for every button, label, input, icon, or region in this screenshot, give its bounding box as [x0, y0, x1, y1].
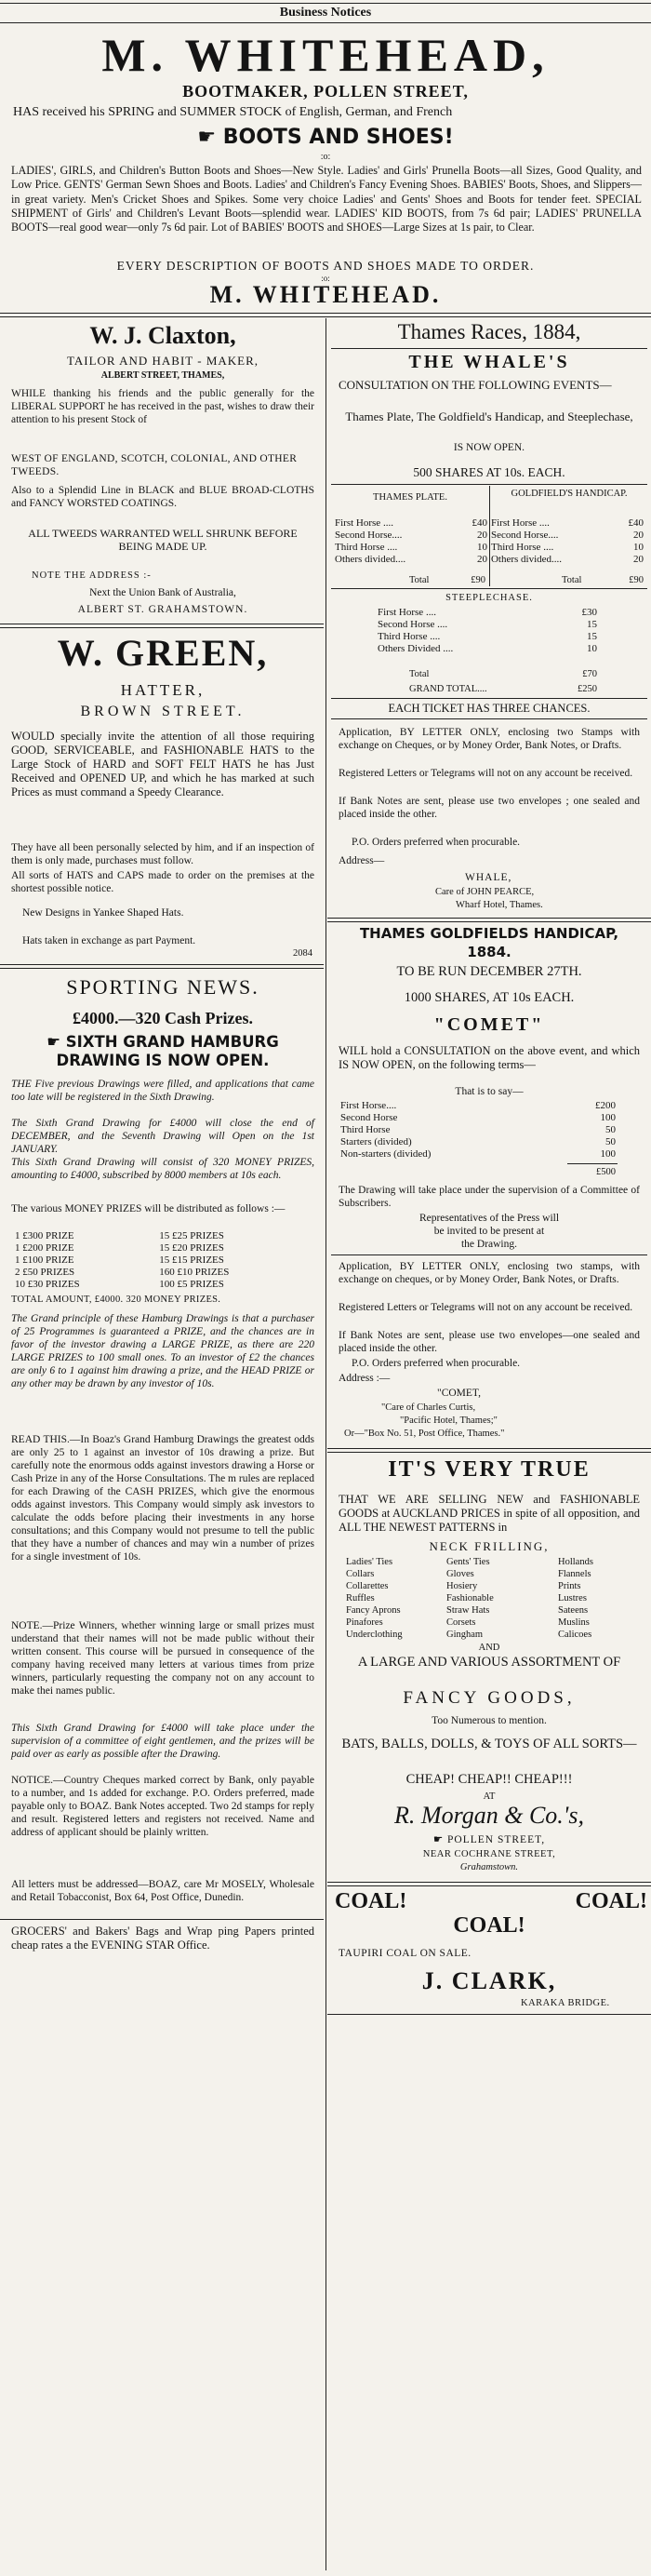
goods-item: Collars [346, 1569, 375, 1579]
hand-pointer-icon-2: ☛ [46, 1033, 66, 1051]
plate-place: First Horse .... [335, 517, 393, 529]
morgan-large: A LARGE AND VARIOUS ASSORTMENT OF [357, 1655, 621, 1670]
comet-po: P.O. Orders preferred when procurable. [352, 1358, 521, 1369]
whale-addr1: WHALE, [465, 872, 512, 883]
goods-item: Hosiery [446, 1581, 478, 1591]
races-end-rule [327, 918, 651, 922]
whitehead-name: M. WHITEHEAD, [101, 29, 550, 81]
ornament-divider: :o: [320, 152, 331, 162]
steeple-table [376, 607, 599, 655]
goods-item: Pinafores [346, 1617, 383, 1628]
claxton-stock: WEST OF ENGLAND, SCOTCH, COLONIAL, AND OTHER TWEEDS. [11, 453, 298, 477]
whale-table-body [333, 517, 645, 566]
plate-place: Second Horse.... [335, 530, 403, 541]
comet-shares: 1000 SHARES, AT 10s EACH. [404, 990, 575, 1005]
comet-addr1: "COMET, [437, 1388, 481, 1399]
comet-press1: Representatives of the Press will [418, 1213, 560, 1224]
header-rule [0, 22, 651, 23]
sporting-p10: All letters must be addressed—BOAZ, care Mr MOSELY, Wholesale and Retail Tobacconist, Box 64, Post Office, Dunedin. [11, 1879, 314, 1903]
plate-amount: £40 [472, 517, 487, 529]
plate-title: THAMES PLATE. [373, 492, 447, 503]
steeple-row [376, 607, 599, 619]
prize-right: 15 £15 PRIZES [159, 1254, 224, 1266]
whitehead-body: LADIES', GIRLS, and Children's Button Boots and Shoes—New Style. Ladies' and Girls' Prunella Boots—all Sizes, Good Quality, and Low Price. GENTS' German Sewn Shoes and Boots. Ladies' and Children's Fancy Evening Shoes. BABIES' Boots, Shoes, and Slippers—in great variety. Men's Cricket Shoes and Spikes. Some very choice Ladies' and Gents' Shoes and Boots for tender feet. SPECIAL SHIPMENT of Girls' and Children's Levant Boots—splendid wear. LADIES' KID BOOTS, from 7s 6d pair; LADIES' PRUNELLA BOOTS—real good wear—only 7s 6d pair. Lot of BABIES' BOOTS and SHOES—Large Sizes at 1s pair, to Clear. [11, 164, 642, 235]
comet-rule [331, 1254, 647, 1255]
section-rule [0, 313, 651, 317]
comet-amount: £200 [595, 1100, 616, 1111]
claxton-next: Next the Union Bank of Australia, [89, 587, 236, 598]
races-rule-3 [331, 588, 647, 589]
whitehead-intro: HAS received his SPRING and SUMMER STOCK of English, German, and French [13, 105, 453, 119]
whale-row [333, 542, 645, 554]
claxton-also: Also to a Splendid Line in BLACK and BLUE BROAD-CLOTHS and FANCY WORSTED COATINGS. [11, 485, 314, 509]
plate-total: £90 [471, 575, 485, 585]
sporting-p8: This Sixth Grand Drawing for £4000 will take place under the supervision of a committee of eight gentlemen, and the prizes will be paid over as early as possible after the Drawing. [11, 1723, 314, 1760]
sporting-p1: THE Five previous Drawings were filled, and applications that came too late will be registered in the Sixth Drawing. [11, 1079, 314, 1103]
handicap-place: Third Horse .... [490, 542, 554, 553]
grand-total: £250 [578, 684, 597, 694]
prize-row [13, 1242, 312, 1254]
steeple-amount: 15 [587, 619, 597, 630]
comet-addr2: "Care of Charles Curtis, [381, 1402, 476, 1413]
goods-item: Fashionable [446, 1593, 494, 1603]
claxton-warranted: ALL TWEEDS WARRANTED WELL SHRUNK BEFORE BEING MADE UP. [28, 527, 298, 553]
claxton-location: ALBERT ST. GRAHAMSTOWN. [77, 604, 248, 615]
morgan-cheap: CHEAP! CHEAP!! CHEAP!!! [405, 1772, 573, 1787]
whale-events: Thames Plate, The Goldfield's Handicap, and Steeplechase, [345, 409, 633, 423]
coal-sub: TAUPIRI COAL ON SALE. [339, 1948, 472, 1959]
steeple-table-body [376, 607, 599, 655]
goods-item: Muslins [558, 1617, 590, 1628]
plate-amount: 10 [476, 542, 487, 553]
comet-amount: 100 [600, 1148, 616, 1160]
morgan-col1 [346, 1556, 439, 1641]
plate-place: Others divided.... [335, 554, 406, 565]
morgan-title: IT'S VERY TRUE [388, 1457, 591, 1482]
whitehead-signature: M. WHITEHEAD. [209, 281, 442, 308]
top-rule [0, 3, 651, 4]
whale-po: P.O. Orders preferred when procurable. [352, 837, 521, 848]
green-number: 2084 [293, 948, 312, 959]
claxton-body: WHILE thanking his friends and the public generally for the LIBERAL SUPPORT he has received in the past, wishes to draw their attention to his present Stock of [11, 388, 314, 425]
comet-address-label: Address :— [339, 1373, 391, 1384]
comet-name: "COMET" [433, 1014, 545, 1035]
steeple-total-label: Total [409, 669, 430, 679]
morgan-fancy: FANCY GOODS, [403, 1688, 576, 1708]
comet-amount: 100 [600, 1112, 616, 1123]
morgan-addr2: NEAR COCHRANE STREET, [422, 1849, 556, 1859]
prize-left: 1 £100 PRIZE [15, 1254, 74, 1266]
races-title: Thames Races, 1884, [397, 320, 581, 343]
comet-amount: 50 [605, 1136, 616, 1147]
goods-item: Ruffles [346, 1593, 375, 1603]
green-trade: HATTER, [120, 681, 206, 699]
handicap-amount: 20 [633, 530, 644, 541]
goods-item: Calicoes [558, 1630, 592, 1640]
comet-addr4: Or—"Box No. 51, Post Office, Thames." [344, 1429, 505, 1439]
whale-chances: EACH TICKET HAS THREE CHANCES. [388, 702, 591, 715]
claxton-rule [0, 624, 324, 628]
whale-row [333, 517, 645, 530]
drawing-title-text: SIXTH GRAND HAMBURG DRAWING IS NOW OPEN. [56, 1033, 279, 1069]
coal-right: COAL! [575, 1889, 647, 1913]
steeple-place: Third Horse .... [378, 631, 441, 642]
sporting-rule [0, 1919, 324, 1920]
comet-body: WILL hold a CONSULTATION on the above event, and which IS NOW OPEN, on the following terms— [339, 1044, 640, 1071]
comet-that: That is to say— [455, 1086, 524, 1097]
comet-press3: the Drawing. [460, 1239, 518, 1250]
prize-right: 15 £20 PRIZES [159, 1242, 224, 1254]
hand-pointer-icon-3: ☛ [432, 1834, 448, 1845]
sporting-p3: This Sixth Grand Drawing will consist of 320 MONEY PRIZES, amounting to £4000, subscribed by 8000 members at 10s each. [11, 1157, 314, 1181]
steeple-place: First Horse .... [378, 607, 436, 618]
comet-run: TO BE RUN DECEMBER 27TH. [396, 964, 582, 979]
comet-place: Non-starters (divided) [340, 1148, 432, 1160]
prize-table [13, 1230, 312, 1291]
morgan-addr1 [331, 1833, 647, 1846]
goods-item: Gingham [446, 1630, 484, 1640]
sporting-p2: The Sixth Grand Drawing for £4000 will close the end of DECEMBER, and the Seventh Drawing will Open on the 1st JANUARY. [11, 1118, 314, 1155]
comet-registered: Registered Letters or Telegrams will not on any account be received. [339, 1302, 633, 1313]
green-street: BROWN STREET. [80, 704, 246, 719]
handicap-place: Others divided.... [490, 554, 563, 565]
sporting-prizes: £4000.—320 Cash Prizes. [73, 1009, 253, 1027]
green-p2: They have all been personally selected by him, and if an inspection of them is only made, purchases must follow. [11, 842, 314, 866]
morgan-neck: NECK FRILLING, [429, 1539, 550, 1553]
sporting-total: TOTAL AMOUNT, £4000. 320 MONEY PRIZES. [11, 1295, 221, 1305]
prize-right: 160 £10 PRIZES [159, 1267, 230, 1278]
handicap-total-label: Total [562, 575, 582, 585]
handicap-title: GOLDFIELD'S HANDICAP. [511, 489, 628, 499]
hand-pointer-icon: ☛ [197, 126, 223, 149]
prize-left: 2 £50 PRIZES [15, 1267, 75, 1278]
handicap-amount: £40 [628, 517, 644, 529]
races-rule-5 [331, 718, 647, 719]
coal-center: COAL! [453, 1913, 525, 1938]
goods-item: Prints [558, 1581, 581, 1591]
plate-place: Third Horse .... [335, 542, 398, 553]
comet-addr3: "Pacific Hotel, Thames;" [400, 1415, 498, 1426]
prize-left: 1 £300 PRIZE [15, 1230, 74, 1241]
comet-end-rule [327, 1448, 651, 1453]
whale-row [333, 530, 645, 542]
goods-item: Straw Hats [446, 1605, 490, 1616]
morgan-at: AT [483, 1791, 496, 1802]
goods-item: Ladies' Ties [346, 1557, 393, 1567]
claxton-address: ALBERT STREET, THAMES, [100, 370, 225, 381]
green-exchange: Hats taken in exchange as part Payment. [22, 935, 196, 946]
prize-right: 100 £5 PRIZES [159, 1279, 224, 1290]
claxton-trade: TAILOR AND HABIT - MAKER, [66, 354, 259, 368]
goods-item: Fancy Aprons [346, 1605, 401, 1616]
handicap-place: First Horse .... [490, 517, 550, 529]
whale-addr3: Wharf Hotel, Thames. [456, 900, 543, 910]
comet-title2: 1884. [467, 944, 512, 960]
races-rule-1 [331, 348, 647, 349]
morgan-col2 [446, 1556, 539, 1641]
green-rule [0, 964, 324, 969]
prize-right: 15 £25 PRIZES [159, 1230, 224, 1241]
morgan-end-rule [327, 1882, 651, 1886]
sporting-p4: The various MONEY PRIZES will be distributed as follows :— [11, 1203, 286, 1214]
whale-shares: 500 SHARES AT 10s. EACH. [413, 465, 565, 479]
steeple-place: Second Horse .... [378, 619, 448, 630]
steeple-place: Others Divided .... [378, 643, 454, 654]
comet-row [339, 1100, 618, 1112]
goods-item: Underclothing [346, 1630, 403, 1640]
whale-addr2: Care of JOHN PEARCE, [435, 887, 535, 897]
goods-item: Gents' Ties [446, 1557, 490, 1567]
comet-amount: 50 [605, 1124, 616, 1135]
handicap-amount: 10 [633, 542, 644, 553]
prize-table-body [13, 1230, 312, 1291]
steeple-amount: 10 [587, 643, 597, 654]
races-rule-2 [331, 484, 647, 485]
prize-row [13, 1279, 312, 1291]
coal-end-rule [327, 2014, 651, 2015]
goods-item: Lustres [558, 1593, 587, 1603]
comet-row [339, 1124, 618, 1136]
green-p3: All sorts of HATS and CAPS made to order on the premises at the shortest possible notice. [11, 870, 314, 894]
sporting-p5: The Grand principle of these Hamburg Drawings is that a purchaser of 25 Programmes is guaranteed a PRIZE, and the chances are in favor of the investor drawing a LARGE PRIZE, as there are 220 LARGE PRIZES to 100 small ones. To an investor of £2 the chances are only 6 to 1 against him drawing a prize, and the HEAD PRIZE or any other may be drawn by any investor of 10s. [11, 1313, 314, 1389]
whale-table [333, 517, 645, 566]
goods-item: Gloves [446, 1569, 474, 1579]
prize-left: 1 £200 PRIZE [15, 1242, 74, 1254]
steeple-row [376, 631, 599, 643]
whale-open: IS NOW OPEN. [453, 442, 525, 453]
prize-row [13, 1230, 312, 1242]
grocers-ad: GROCERS' and Bakers' Bags and Wrap ping Papers printed cheap rates a the EVENING STAR Office. [11, 1925, 314, 1952]
steeple-total: £70 [582, 669, 597, 679]
coal-left: COAL! [335, 1889, 407, 1913]
prize-row [13, 1267, 312, 1279]
sporting-p7: NOTE.—Prize Winners, whether winning large or small prizes must understand that their names will not be made public without their written consent. This course will be pursued in consequence of the company having received many letters at various times from prize winners, particularly requesting the company not on any account to make thei names public. [11, 1620, 314, 1697]
whale-application: Application, BY LETTER ONLY, enclosing two Stamps with exchange on Cheques, or by Money Order, Bank Notes, or Drafts. [339, 727, 640, 751]
sporting-p9: NOTICE.—Country Cheques marked correct by Bank, only payable to a number, and 1s added for exchange. P.O. Orders preferred, made payable only to BOAZ. Bank Notes accepted. Two 2d stamps for reply and result. Registered letters and registers not received. Name and address of applicant should be plainly written. [11, 1775, 314, 1838]
comet-row [339, 1148, 618, 1161]
coal-name: J. CLARK, [421, 1967, 557, 1994]
steeple-row [376, 643, 599, 655]
comet-banknotes: If Bank Notes are sent, please use two envelopes—one sealed and placed inside the other. [339, 1330, 640, 1354]
comet-total: £500 [596, 1167, 616, 1177]
comet-sum-rule [567, 1163, 618, 1164]
morgan-firm: R. Morgan & Co.'s, [394, 1802, 584, 1829]
comet-drawing: The Drawing will take place under the supervision of a Committee of Subscribers. [339, 1185, 640, 1209]
handicap-amount: 20 [633, 554, 644, 565]
green-body: WOULD specially invite the attention of all those requiring GOOD, SERVICEABLE, and FASHIONABLE HATS to the Large Stock of HARD and SOFT FELT HATS he has Just Received and OPENED UP, and which he has marked at such Prices as must command a Speedy Clearance. [11, 730, 314, 798]
goods-item: Flannels [558, 1569, 591, 1579]
comet-title1: THAMES GOLDFIELDS HANDICAP, [359, 925, 619, 942]
green-designs: New Designs in Yankee Shaped Hats. [22, 907, 184, 919]
comet-row [339, 1112, 618, 1124]
steeple-title: STEEPLECHASE. [445, 593, 533, 603]
steeple-amount: 15 [587, 631, 597, 642]
goods-item: Corsets [446, 1617, 476, 1628]
goods-item: Sateens [558, 1605, 589, 1616]
comet-place: First Horse.... [340, 1100, 397, 1111]
boots-heading-text: BOOTS AND SHOES! [222, 126, 454, 149]
whale-registered: Registered Letters or Telegrams will not on any account be received. [339, 768, 633, 779]
morgan-addr3: Grahamstown. [459, 1862, 519, 1872]
whale-address-label: Address— [339, 855, 385, 866]
whitehead-trade: BOOTMAKER, POLLEN STREET, [182, 82, 469, 101]
comet-press2: be invited to be present at [433, 1226, 545, 1237]
morgan-intro: THAT WE ARE SELLING NEW and FASHIONABLE GOODS at AUCKLAND PRICES in spite of all opposition, and ALL THE NEWEST PATTERNS in [339, 1493, 640, 1534]
comet-place: Starters (divided) [340, 1136, 412, 1147]
goods-item: Collarettes [346, 1581, 389, 1591]
whale-banknotes: If Bank Notes are sent, please use two envelopes ; one sealed and placed inside the other. [339, 796, 640, 820]
sporting-drawing-title [4, 1033, 322, 1070]
morgan-mention: Too Numerous to mention. [432, 1715, 547, 1726]
sporting-p6: READ THIS.—In Boaz's Grand Hamburg Drawings the greatest odds are only 25 to 1 against an investor of 10s drawing a prize. But carefully note the enormous odds against investors drawing a Horse or Cash Prize in any of the Horse Consultations. The m rules are replaced for each Drawing of the CASH PRIZES, which give the enormous odds against investors. This Company would simply ask investors to calculate the odds before placing their investments in any horse consultations; and this Company would not presume to tell the public that they have a number of chances and may win a number of prizes for a single investment of 10s. [11, 1434, 314, 1563]
comet-table-body [339, 1100, 618, 1161]
comet-application: Application, BY LETTER ONLY, enclosing two stamps, with exchange on cheques, or by Money Order, Bank Notes, or Drafts. [339, 1261, 640, 1285]
morgan-col3 [558, 1556, 642, 1641]
claxton-note: NOTE THE ADDRESS :- [32, 570, 152, 581]
comet-table [339, 1100, 618, 1161]
handicap-total: £90 [629, 575, 644, 585]
plate-amount: 20 [476, 554, 487, 565]
goods-item: Hollands [558, 1557, 593, 1567]
coal-place: KARAKA BRIDGE. [521, 1998, 610, 2008]
comet-row [339, 1136, 618, 1148]
green-name: W. GREEN, [57, 632, 269, 674]
handicap-place: Second Horse.... [490, 530, 559, 541]
whale-intro: CONSULTATION ON THE FOLLOWING EVENTS— [339, 378, 612, 392]
morgan-and: AND [478, 1643, 500, 1653]
page-header: Business Notices [279, 6, 372, 20]
morgan-bats: BATS, BALLS, DOLLS, & TOYS OF ALL SORTS— [341, 1737, 637, 1751]
whitehead-heading [0, 126, 651, 149]
comet-place: Third Horse [340, 1124, 391, 1135]
prize-left: 10 £30 PRIZES [15, 1279, 80, 1290]
grand-total-label: GRAND TOTAL.... [409, 684, 487, 694]
whitehead-every: EVERY DESCRIPTION OF BOOTS AND SHOES MADE TO ORDER. [116, 259, 535, 273]
comet-place: Second Horse [340, 1112, 398, 1123]
claxton-name: W. J. Claxton, [89, 322, 236, 349]
races-rule-4 [331, 698, 647, 699]
morgan-addr1-text: POLLEN STREET, [447, 1834, 546, 1845]
whale-title: THE WHALE'S [408, 352, 570, 372]
plate-total-label: Total [409, 575, 430, 585]
whale-row [333, 554, 645, 566]
plate-amount: 20 [476, 530, 487, 541]
ornament-divider-2: :o: [321, 274, 330, 283]
steeple-amount: £30 [581, 607, 597, 618]
steeple-row [376, 619, 599, 631]
sporting-title: SPORTING NEWS. [66, 975, 259, 999]
prize-row [13, 1254, 312, 1267]
